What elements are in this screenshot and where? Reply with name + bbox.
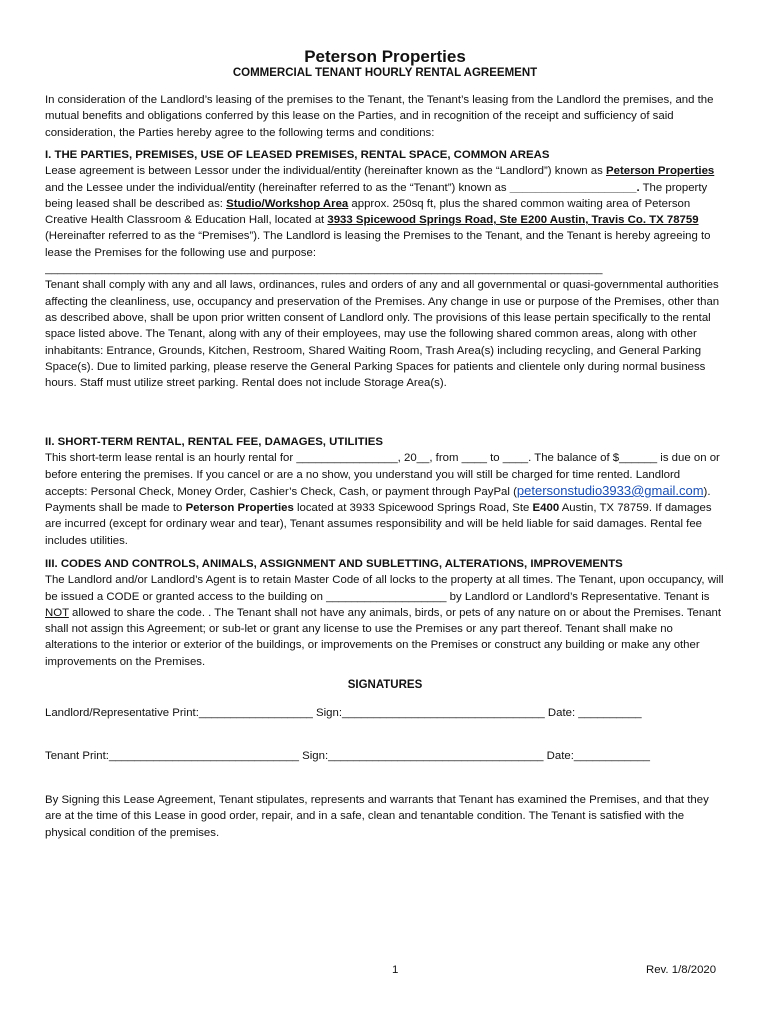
property-address: 3933 Spicewood Springs Road, Ste E200 Austin, Travis Co. TX 78759 — [327, 214, 699, 227]
email-link[interactable]: petersonstudio3933@gmail.com — [516, 482, 704, 498]
document-subtitle: COMMERCIAL TENANT HOURLY RENTAL AGREEMENT — [232, 67, 538, 79]
text: and the Lessee under the individual/entity (hereinafter referred to as the “Tenant”) known as — [45, 181, 510, 194]
signatures-heading: SIGNATURES — [347, 679, 423, 691]
text: Lease agreement is between Lessor under the individual/entity (hereinafter known as the “Landlord”) known as — [45, 165, 607, 178]
section-1-heading: I. THE PARTIES, PREMISES, USE OF LEASED PREMISES, RENTAL SPACE, COMMON AREAS — [45, 149, 550, 161]
section-3 — [45, 556, 725, 670]
tenant-signature-line[interactable]: Tenant Print:______________________________ Sign:__________________________________ Date:____________ — [45, 750, 650, 762]
suite-number: E400 — [532, 502, 560, 515]
landlord-signature-line[interactable]: Landlord/Representative Print:__________________ Sign:________________________________ Date: __________ — [45, 707, 642, 719]
text: Austin, TX 78759. If damages are incurred (except for ordinary wear and tear), Tenant assumes responsibility and will be held liable for said damages. Rental fee includes utilities. — [45, 502, 712, 547]
section-1 — [45, 147, 725, 391]
text: (Hereinafter referred to as the “Premises”). The Landlord is leasing the Premises to the Tenant, and the Tenant is hereby agreeing to lease the Premises for the following use and purpose: — [45, 230, 711, 259]
section-3-paragraph — [45, 572, 725, 670]
text: The Landlord and/or Landlord’s Agent is to retain Master Code of all locks to the property at all times. The Tenant, upon occupancy, will be issued a CODE or granted access to the building on ___________________ by Landlord or Landlord’s Representative. Tenant is — [45, 574, 724, 603]
closing-paragraph: By Signing this Lease Agreement, Tenant stipulates, represents and warrants that Tenant has examined the Premises, and that they are at the time of this Lease in good order, repair, and in a safe, clean and tenantable condition. The Tenant is satisfied with the physical condition of the premises. — [45, 794, 709, 839]
tenant-name-blank[interactable]: ____________________. — [509, 181, 640, 194]
text: ). Payments shall be made to — [45, 485, 711, 515]
text: located at 3933 Spicewood Springs Road, Ste — [293, 502, 533, 515]
landlord-name: Peterson Properties — [606, 165, 715, 178]
revision-date: Rev. 1/8/2020 — [646, 964, 717, 976]
text: This short-term lease rental is an hourly rental for ________________, 20__, from ____ to ____. The balance of $______ is due on or before entering the premises. If you cancel or are a no show, you understand you will still be charged for time rented. Landlord accepts: Personal Check, Money Order, Cashier’s Check, Cash, or payment through PayPal ( — [45, 452, 720, 498]
payee-name: Peterson Properties — [185, 502, 294, 515]
purpose-blank-line[interactable]: ________________________________________________________________________________________ — [45, 263, 603, 276]
text: The property being leased shall be described as: — [45, 181, 708, 210]
section-3-heading: III. CODES AND CONTROLS, ANIMALS, ASSIGNMENT AND SUBLETTING, ALTERATIONS, IMPROVEMENTS — [45, 558, 623, 570]
page-number: 1 — [392, 964, 399, 976]
section-1-paragraph-1 — [45, 163, 725, 261]
document-title: Peterson Properties — [304, 47, 466, 66]
text: approx. 250sq ft, plus the shared common waiting area of Peterson Creative Health Classroom & Education Hall, located at — [45, 197, 691, 227]
section-2-heading: II. SHORT-TERM RENTAL, RENTAL FEE, DAMAGES, UTILITIES — [45, 436, 383, 448]
section-1-paragraph-2: Tenant shall comply with any and all laws, ordinances, rules and orders of any and all governmental or quasi-governmental authorities affecting the cleanliness, use, occupancy and preservation of the Premises. Any change in use or purpose of the Premises, other than as described above, shall be upon prior written consent of Landlord only. The provisions of this lease pertain specifically to the rental space listed above. The Tenant, along with any of their employees, may use the following shared common areas, along with other inhabitants: Entrance, Grounds, Kitchen, Restroom, Shared Waiting Room, Trash Area(s) including recycling, and General Parking Space(s). Due to limited parking, please reserve the General Parking Spaces for patients and clientele only during normal business hours. Staff must utilize street parking. Rental does not include Storage Area(s). — [45, 279, 720, 390]
leased-area: Studio/Workshop Area — [226, 197, 349, 210]
text: allowed to share the code. . The Tenant shall not have any animals, birds, or pets of any nature on or about the Premises. Tenant shall not assign this Agreement; or sub-let or grant any license to use the Premises or any part thereof. Tenant shall make no alterations to the interior or exterior of the buildings, or improvements on the Premises or construct any building or make any other improvements on the Premises. — [45, 606, 722, 668]
intro-paragraph: In consideration of the Landlord’s leasing of the premises to the Tenant, the Tenant’s leasing from the Landlord the premises, and the mutual benefits and obligations conferred by this lease on the Parties, and in recognition of the receipt and sufficiency of said consideration, the Parties hereby agree to the following terms and conditions: — [45, 94, 714, 139]
section-2-paragraph — [45, 450, 725, 549]
not-emphasis: NOT — [45, 606, 69, 619]
section-2 — [45, 434, 725, 549]
